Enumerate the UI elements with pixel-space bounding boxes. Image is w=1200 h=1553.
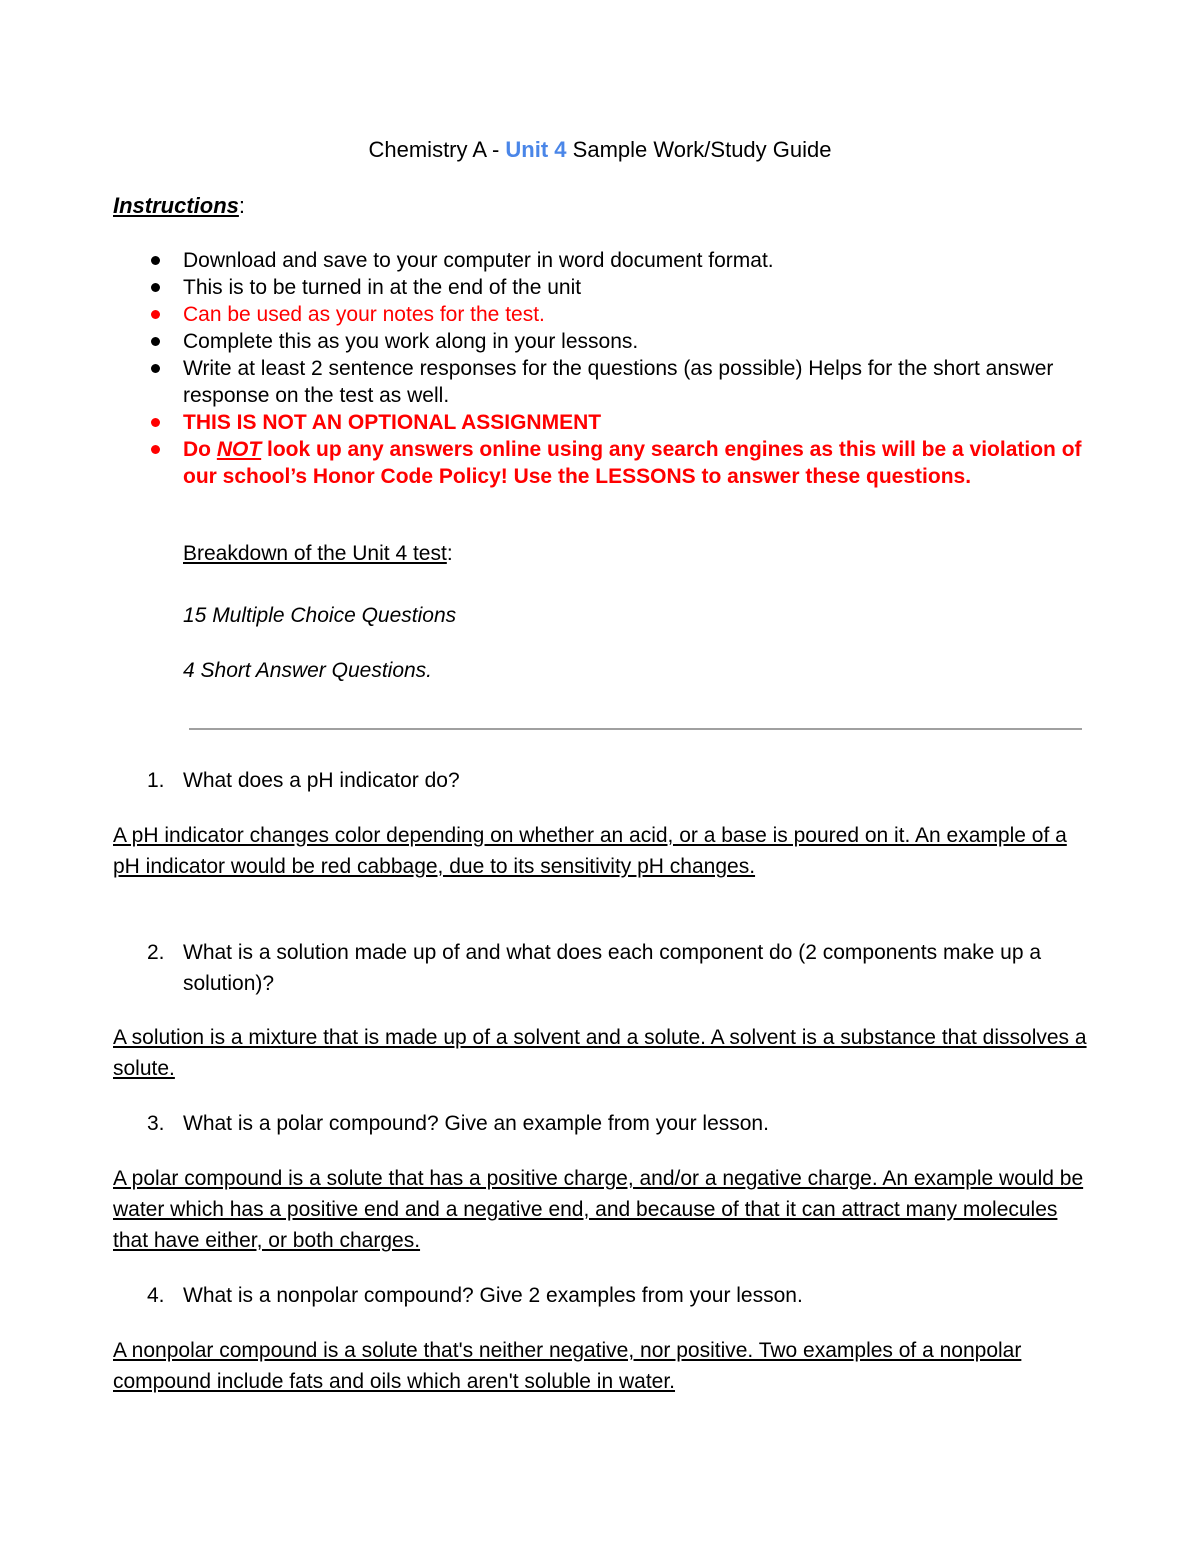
title-unit: Unit 4 xyxy=(505,137,567,162)
multiple-choice-count: 15 Multiple Choice Questions xyxy=(183,604,457,627)
instructions-colon: : xyxy=(238,193,246,218)
question-text: What does a pH indicator do? xyxy=(183,769,460,792)
answer-2: A solution is a mixture that is made up of a solvent and a solute. A solvent is a substance that dissolves a solute. xyxy=(113,1026,1087,1080)
instructions-label: Instructions xyxy=(113,193,239,218)
bullet-icon xyxy=(151,418,160,427)
bullet-icon xyxy=(151,283,160,292)
instruction-item xyxy=(113,436,1093,490)
question-text: What is a nonpolar compound? Give 2 examples from your lesson. xyxy=(183,1284,803,1307)
breakdown-label: Breakdown of the Unit 4 test xyxy=(183,542,447,565)
question-number: 2. xyxy=(147,941,165,964)
question-number: 3. xyxy=(147,1112,165,1135)
question-number: 1. xyxy=(147,769,165,792)
instruction-item xyxy=(113,409,1093,436)
instruction-text: THIS IS NOT AN OPTIONAL ASSIGNMENT xyxy=(183,411,602,434)
question-2 xyxy=(113,937,1073,999)
short-answer-count: 4 Short Answer Questions. xyxy=(183,659,433,682)
bullet-icon xyxy=(151,445,160,454)
instruction-text: This is to be turned in at the end of the unit xyxy=(183,276,582,299)
bullet-icon xyxy=(151,256,160,265)
instruction-item xyxy=(113,247,1093,274)
question-4 xyxy=(113,1280,1073,1311)
bullet-icon xyxy=(151,364,160,373)
answer-3: A polar compound is a solute that has a positive charge, and/or a negative charge. An example would be water which has a positive end and a negative end, and because of that it can attract many molecules that have either, or both charges. xyxy=(113,1167,1084,1252)
instruction-text: Write at least 2 sentence responses for the questions (as possible) Helps for the short answer response on the test as well. xyxy=(183,357,1054,407)
title-prefix: Chemistry A - xyxy=(368,137,506,162)
question-3 xyxy=(113,1108,1073,1139)
title-suffix: Sample Work/Study Guide xyxy=(566,137,832,162)
instruction-text: Complete this as you work along in your lessons. xyxy=(183,330,639,353)
page-title xyxy=(0,136,1200,164)
answer-1: A pH indicator changes color depending on whether an acid, or a base is poured on it. An example of a pH indicator would be red cabbage, due to its sensitivity pH changes. xyxy=(113,824,1067,878)
question-1 xyxy=(113,765,1073,796)
instruction-text-after: look up any answers online using any search engines as this will be a violation of our school’s Honor Code Policy! Use the LESSONS to answer these questions. xyxy=(183,438,1082,488)
question-text: What is a solution made up of and what does each component do (2 components make up a solution)? xyxy=(183,941,1042,995)
breakdown-heading xyxy=(183,540,453,568)
answer-4: A nonpolar compound is a solute that's neither negative, nor positive. Two examples of a nonpolar compound include fats and oils which aren't soluble in water. xyxy=(113,1339,1022,1393)
instruction-item xyxy=(113,301,1093,328)
bullet-icon xyxy=(151,337,160,346)
instruction-item xyxy=(113,274,1093,301)
instruction-text: Download and save to your computer in word document format. xyxy=(183,249,774,272)
instruction-item xyxy=(113,328,1093,355)
instruction-text-before: Do xyxy=(183,438,217,461)
bullet-icon xyxy=(151,310,160,319)
instruction-text-emphasis: NOT xyxy=(216,438,262,461)
instruction-item xyxy=(113,355,1093,409)
question-number: 4. xyxy=(147,1284,165,1307)
instructions-heading xyxy=(113,192,245,220)
question-text: What is a polar compound? Give an example from your lesson. xyxy=(183,1112,769,1135)
breakdown-colon: : xyxy=(446,542,453,565)
instruction-text: Can be used as your notes for the test. xyxy=(183,303,545,326)
horizontal-divider xyxy=(189,728,1082,730)
instructions-list xyxy=(113,247,1093,490)
